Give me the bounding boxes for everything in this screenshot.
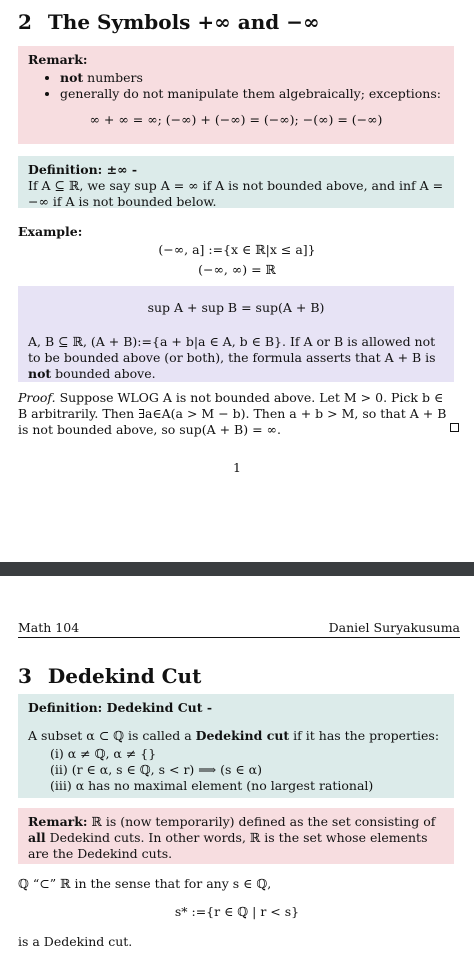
proof-text: Suppose WLOG A is not bounded above. Let M > 0. Pick b ∈ B arbitrarily. Then ∃a∈A(a > M − b). Then a + b > M, so that A + B is not bounded above, so sup(A + B) = ∞. (18, 390, 447, 437)
theorem-formula: sup A + sup B = sup(A + B) (147, 300, 325, 315)
theorem-text: A, B ⊆ ℝ, (A + B):={a + b|a ∈ A, b ∈ B}. If A or B is allowed not to be bounded above (or both), the formula asserts that A + B is not bounded above. (28, 334, 436, 381)
display-formula: s* :={r ∈ ℚ | r < s} (174, 904, 300, 919)
property-item: (ii) (r ∈ α, s ∈ ℚ, s < r) ⟹ (s ∈ α) (50, 762, 262, 777)
page-number: 1 (233, 460, 241, 475)
property-item: (i) α ≠ ℚ, α ≠ {} (50, 746, 157, 761)
remark-bullet-2: • generally do not manipulate them algebraically; exceptions: (60, 86, 444, 102)
property-list (50, 746, 444, 794)
proof-label: Proof. (18, 390, 56, 405)
header-course: Math 104 (18, 620, 80, 635)
paragraph: is a Dedekind cut. (18, 934, 133, 949)
remark-label: Remark: (28, 52, 88, 67)
remark-box (18, 46, 454, 144)
header-author: Daniel Suryakusuma (328, 620, 460, 635)
definition-label: Definition: ±∞ - (28, 162, 138, 177)
definition-box (18, 156, 454, 208)
section-number: 3 (18, 664, 32, 688)
example-label: Example: (18, 224, 83, 239)
remark-label: Remark: (28, 814, 88, 829)
page-separator (0, 562, 474, 576)
definition-intro: A subset α ⊂ ℚ is called a Dedekind cut if it has the properties: (28, 728, 440, 743)
definition-box (18, 694, 454, 798)
theorem-box (18, 286, 454, 382)
section-3-heading (18, 664, 201, 688)
qed-square-icon (450, 423, 459, 432)
property-item: (iii) α has no maximal element (no largest rational) (50, 778, 374, 793)
paragraph: ℚ “⊂” ℝ in the sense that for any s ∈ ℚ, (18, 876, 272, 891)
remark-formula: ∞ + ∞ = ∞; (−∞) + (−∞) = (−∞); −(∞) = (−∞) (89, 112, 383, 127)
definition-label: Definition: Dedekind Cut - (28, 700, 213, 715)
section-title: The Symbols +∞ and −∞ (47, 10, 320, 34)
remark-bullet-1: • not numbers (60, 70, 444, 86)
section-2-heading (18, 10, 320, 34)
running-header (18, 620, 460, 638)
proof-paragraph (18, 390, 454, 438)
definition-text: If A ⊆ ℝ, we say sup A = ∞ if A is not bounded above, and inf A = −∞ if A is not bounded below. (28, 178, 444, 209)
remark-box: Remark: ℝ is (now temporarily) defined as the set consisting of all Dedekind cuts. In other words, ℝ is the set whose elements are the Dedekind cuts. (18, 808, 454, 864)
example-line-2: (−∞, ∞) = ℝ (198, 262, 276, 277)
example-line-1: (−∞, a] :={x ∈ ℝ|x ≤ a]} (158, 242, 316, 257)
page-2 (0, 576, 474, 962)
section-title: Dedekind Cut (47, 664, 202, 688)
section-number: 2 (18, 10, 32, 34)
